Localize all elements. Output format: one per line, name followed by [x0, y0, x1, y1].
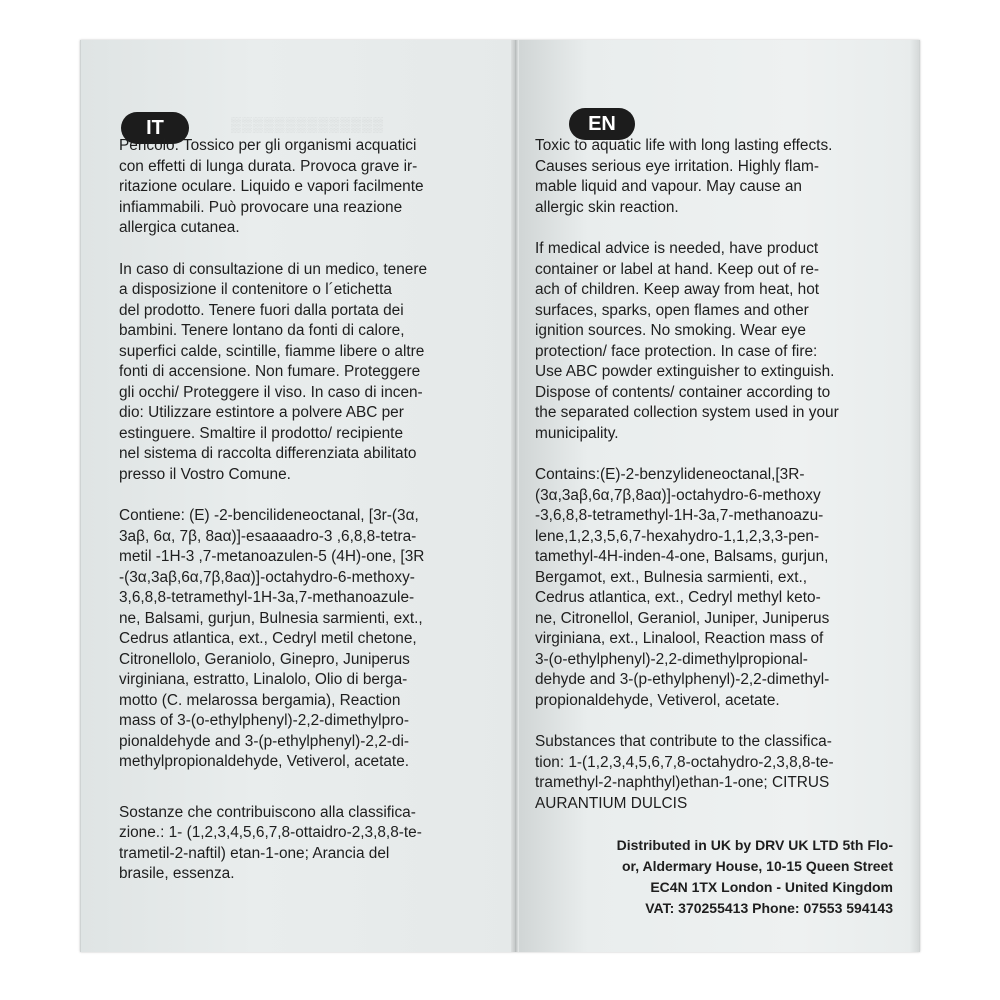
center-fold — [511, 40, 519, 952]
contains-list-it: Contiene: (E) -2-bencilideneoctanal, [3r-(3α, 3aβ, 6α, 7β, 8aα)]-esaaaadro-3 ,6,8,8-tetra- metil -1H-3 ,7-metanoazulen-5 (4H)-one, [3R -(3α,3aβ,6α,7β,8aα)]-octahydro-6-methoxy- 3,6,8,8-tetramethyl-1H-3a,7-methanoazule- ne, Balsami, gurjun, Bulnesia sarmienti, ext., Cedrus atlantica, ext., Cedryl metil chetone, Citronellolo, Geraniolo, Ginepro, Juniperus virginiana, estratto, Linalolo, Olio di berga- motto (C. melarossa bergamia), Reaction mass of 3-(o-ethylphenyl)-2,2-dimethylpro- pionaldehyde and 3-(p-ethylphenyl)-2,2-di- methylpropionaldehyde, Vetiverol, acetate. — [119, 507, 425, 770]
folded-leaflet — [80, 40, 920, 952]
precautionary-statements-en: If medical advice is needed, have product container or label at hand. Keep out of re- ach of children. Keep away from heat, hot surfaces, sparks, open flames and other ignition sources. No smoking. Wear eye protection/ face protection. In case of fire: Use ABC powder extinguisher to extinguish. Dispose of contents/ container according to the separated collection system used in your municipality. — [535, 240, 839, 442]
english-panel — [515, 40, 919, 952]
distributor-info: Distributed in UK by DRV UK LTD 5th Flo- or, Aldermary House, 10-15 Queen Street EC4N 1TX London - United Kingdom VAT: 370255413 Phone: 07553 594143 — [616, 837, 893, 916]
english-text — [535, 136, 893, 940]
italian-panel — [81, 40, 515, 952]
hazard-statements-en: Toxic to aquatic life with long lasting effects. Causes serious eye irritation. Highly flam- mable liquid and vapour. May cause an allergic skin reaction. — [535, 137, 833, 216]
language-badge-it: IT — [121, 112, 189, 144]
language-badge-en: EN — [569, 108, 635, 140]
classification-substances-it: Sostanze che contribuiscono alla classifica- zione.: 1- (1,2,3,4,5,6,7,8-ottaidro-2,3,8,8-te- trametil-2-naftil) etan-1-one; Arancia del brasile, essenza. — [119, 803, 422, 882]
precautionary-statements-it: In caso di consultazione di un medico, tenere a disposizione il contenitore o l´etichetta del prodotto. Tenere fuori dalla portata dei bambini. Tenere lontano da fonti di calore, superfici calde, scintille, fiamme libere o altre fonti di accensione. Non fumare. Proteggere gli occhi/ Proteggere il viso. In caso di incen- dio: Utilizzare estintore a polvere ABC per estinguere. Smaltire il prodotto/ recipiente nel sistema di raccolta differenziata abilitato presso il Vostro Comune. — [119, 260, 428, 483]
hazard-statements-it: Pericolo. Tossico per gli organismi acquatici con effetti di lunga durata. Provoca grave ir- ritazione oculare. Liquido e vapori facilmente infiammabili. Può provocare una reazione allergica cutanea. — [119, 137, 424, 236]
italian-text — [119, 136, 477, 906]
contains-list-en: Contains:(E)-2-benzylideneoctanal,[3R- (3α,3aβ,6α,7β,8aα)]-octahydro-6-methoxy -3,6,8,8-tetramethyl-1H-3a,7-methanoazu- lene,1,2,3,5,6,7-hexahydro-1,1,2,3,3-pen- tamethyl-4H-inden-4-one, Balsams, gurjun, Bergamot, ext., Bulnesia sarmienti, ext., Cedrus atlantica, ext., Cedryl methyl keto- ne, Citronellol, Geraniol, Juniper, Juniperus virginiana, ext., Linalool, Reaction mass of 3-(o-ethylphenyl)-2,2-dimethylpropional- dehyde and 3-(p-ethylphenyl)-2,2-dimethyl- propionaldehyde, Vetiverol, acetate. — [535, 466, 830, 709]
edge-shadow — [909, 40, 919, 952]
classification-substances-en: Substances that contribute to the classifica- tion: 1-(1,2,3,4,5,6,7,8-octahydro-2,3,8,8-te- tramethyl-2-naphthyl)ethan-1-one; CITRUS AURANTIUM DULCIS — [535, 733, 834, 812]
show-through-text: ▒▒▒▒▒▒▒▒▒▒▒▒▒▒ — [231, 116, 384, 132]
